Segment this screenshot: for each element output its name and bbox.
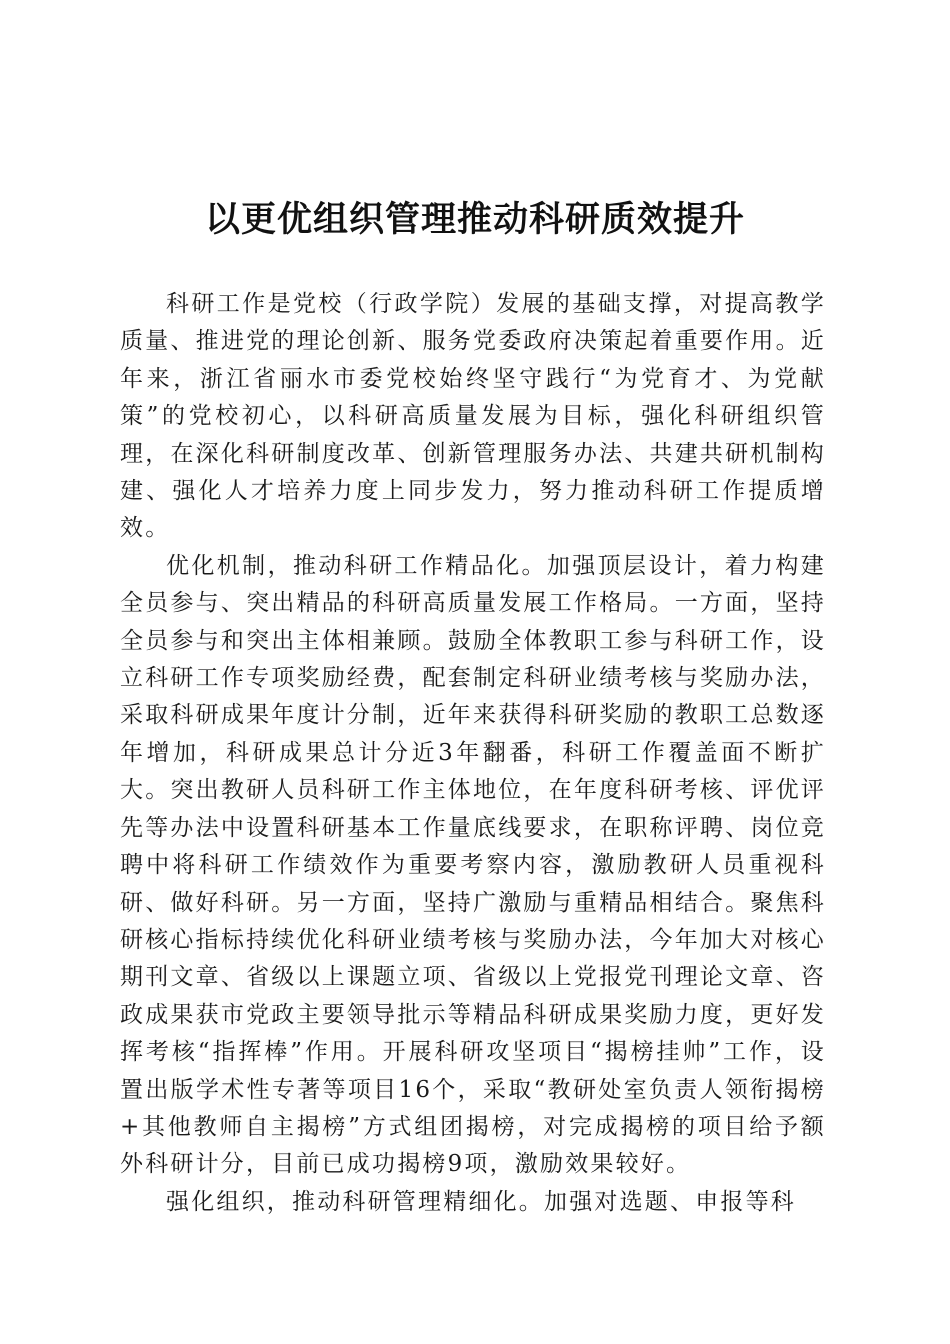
paragraph-strengthen-organization: 强化组织，推动科研管理精细化。加强对选题、申报等科 xyxy=(166,1188,796,1215)
document-title: 以更优组织管理推动科研质效提升 xyxy=(204,199,745,240)
document-body xyxy=(120,286,826,1221)
paragraph-optimize-mechanism: 优化机制，推动科研工作精品化。加强顶层设计，着力构建全员参与、突出精品的科研高质量发展工作格局。一方面，坚持全员参与和突出主体相兼顾。鼓励全体教职工参与科研工作，设立科研工作专项奖励经费，配套制定科研业绩考核与奖励办法，采取科研成果年度计分制，近年来获得科研奖励的教职工总数逐年增加，科研成果总计分近3年翻番，科研工作覆盖面不断扩大。突出教研人员科研工作主体地位，在年度科研考核、评优评先等办法中设置科研基本工作量底线要求，在职称评聘、岗位竞聘中将科研工作绩效作为重要考察内容，激励教研人员重视科研、做好科研。另一方面，坚持广激励与重精品相结合。聚焦科研核心指标持续优化科研业绩考核与奖励办法，今年加大对核心期刊文章、省级以上课题立项、省级以上党报党刊理论文章、咨政成果获市党政主要领导批示等精品科研成果奖励力度，更好发挥考核“指挥棒”作用。开展科研攻坚项目“揭榜挂帅”工作，设置出版学术性专著等项目16个，采取“教研处室负责人领衔揭榜+其他教师自主揭榜”方式组团揭榜，对完成揭榜的项目给予额外科研计分，目前已成功揭榜9项，激励效果较好。 xyxy=(120,552,826,1178)
paragraph-intro: 科研工作是党校（行政学院）发展的基础支撑，对提高教学质量、推进党的理论创新、服务党委政府决策起着重要作用。近年来，浙江省丽水市委党校始终坚守践行“为党育才、为党献策”的党校初心，以科研高质量发展为目标，强化科研组织管理，在深化科研制度改革、创新管理服务办法、共建共研机制构建、强化人才培养力度上同步发力，努力推动科研工作提质增效。 xyxy=(120,291,826,542)
